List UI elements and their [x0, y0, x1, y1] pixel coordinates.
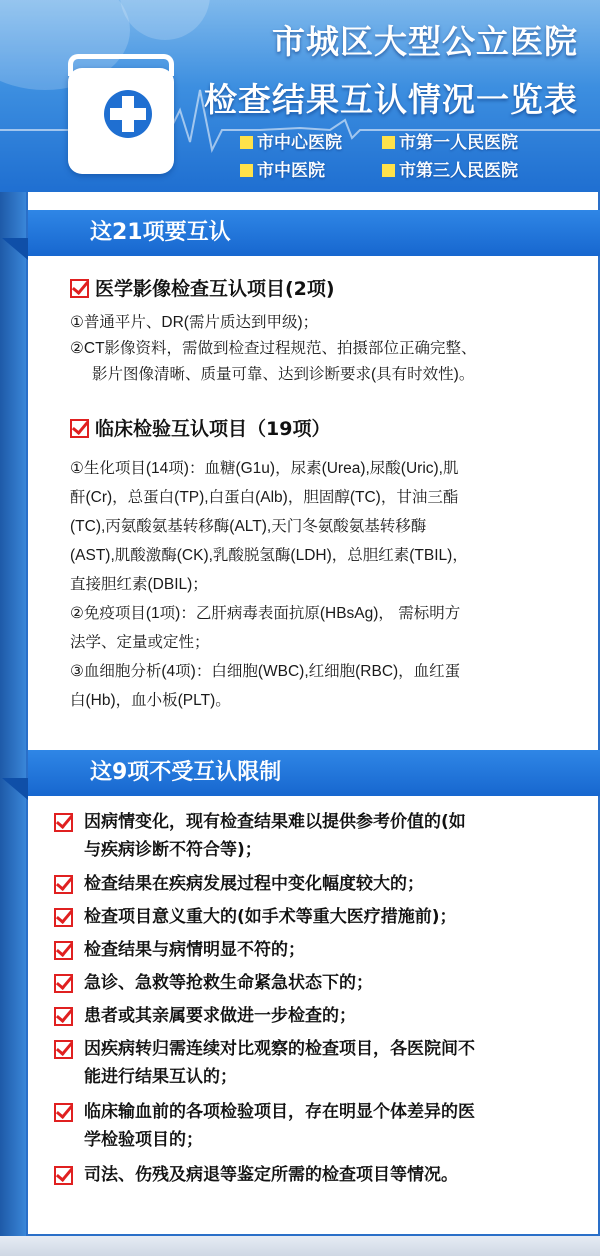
exempt-item	[54, 1098, 594, 1154]
page-title-line1: 市城区大型公立医院	[272, 22, 578, 61]
square-bullet-icon	[382, 164, 395, 177]
lab-line: 直接胆红素(DBIL)；	[70, 576, 208, 593]
exempt-item	[54, 969, 594, 997]
exempt-item-line: 与疾病诊断不符合等)；	[84, 840, 262, 860]
hospital-name: 市第三人民医院	[399, 161, 518, 181]
hospital-item	[240, 128, 342, 153]
exempt-item-line: 临床输血前的各项检验项目，存在明显个体差异的医	[84, 1102, 475, 1122]
imaging-list	[70, 310, 590, 388]
lab-heading-text: 临床检验互认项目（19项）	[95, 418, 331, 440]
section-fold-decor	[2, 778, 28, 800]
exempt-item	[54, 903, 594, 931]
exempt-item-line: 因病情变化，现有检查结果难以提供参考价值的(如	[84, 812, 466, 832]
exempt-item-line: 因疾病转归需连续对比观察的检查项目，各医院间不	[84, 1039, 475, 1059]
imaging-line: 影片图像清晰、质量可靠、达到诊断要求(具有时效性)。	[92, 366, 475, 383]
lab-line: 酐(Cr)，总蛋白(TP),白蛋白(Alb)，胆固醇(TC)，甘油三酯	[70, 489, 459, 506]
checkmark-icon	[54, 1007, 73, 1026]
hospital-name: 市第一人民医院	[399, 133, 518, 153]
checkmark-icon	[70, 279, 89, 298]
lab-line: ②免疫项目(1项)：乙肝病毒表面抗原(HBsAg)， 需标明方	[70, 605, 461, 622]
checkmark-icon	[54, 908, 73, 927]
exempt-item	[54, 936, 594, 964]
exempt-item	[54, 1161, 594, 1189]
exempt-item	[54, 808, 594, 864]
lab-line: 白(Hb)，血小板(PLT)。	[70, 692, 231, 709]
exempt-item-line: 检查结果在疾病发展过程中变化幅度较大的；	[84, 874, 424, 894]
header-banner	[0, 0, 600, 192]
checkmark-icon	[54, 1166, 73, 1185]
lab-line: (AST),肌酸激酶(CK),乳酸脱氢酶(LDH)，总胆红素(TBIL)，	[70, 547, 468, 564]
exempt-item-line: 检查结果与病情明显不符的；	[84, 940, 305, 960]
checkmark-icon	[70, 419, 89, 438]
exempt-item-line: 司法、伤残及病退等鉴定所需的检查项目等情况。	[84, 1165, 458, 1185]
lab-list	[70, 454, 590, 715]
checkmark-icon	[54, 974, 73, 993]
lab-heading	[70, 414, 330, 441]
checkmark-icon	[54, 1103, 73, 1122]
bottom-edge	[0, 1236, 600, 1256]
square-bullet-icon	[240, 136, 253, 149]
exempt-item	[54, 1035, 594, 1091]
hospital-name: 市中心医院	[257, 133, 342, 153]
checkmark-icon	[54, 1040, 73, 1059]
hospital-name: 市中医院	[257, 161, 325, 181]
exempt-item-line: 患者或其亲属要求做进一步检查的；	[84, 1006, 356, 1026]
hospital-item	[382, 128, 518, 153]
exempt-item-line: 能进行结果互认的；	[84, 1067, 237, 1087]
section-title-mutual: 这21项要互认	[28, 210, 600, 256]
section-fold-decor	[2, 238, 28, 260]
exempt-item	[54, 870, 594, 898]
hospital-item	[240, 156, 325, 181]
imaging-heading-text: 医学影像检查互认项目(2项)	[95, 278, 335, 300]
checkmark-icon	[54, 875, 73, 894]
content-frame	[26, 192, 600, 1236]
checkmark-icon	[54, 813, 73, 832]
exempt-item-line: 急诊、急救等抢救生命紧急状态下的；	[84, 973, 373, 993]
lab-line: (TC),丙氨酸氨基转移酶(ALT),天门冬氨酸氨基转移酶	[70, 518, 427, 535]
imaging-heading	[70, 274, 335, 301]
square-bullet-icon	[382, 136, 395, 149]
square-bullet-icon	[240, 164, 253, 177]
checkmark-icon	[54, 941, 73, 960]
exempt-item-line: 学检验项目的；	[84, 1130, 203, 1150]
lab-line: ③血细胞分析(4项)：白细胞(WBC),红细胞(RBC)，血红蛋	[70, 663, 461, 680]
section-title-exempt: 这9项不受互认限制	[28, 750, 600, 796]
hospital-item	[382, 156, 518, 181]
decor-glow	[120, 0, 210, 40]
imaging-line: ②CT影像资料，需做到检查过程规范、拍摄部位正确完整、	[70, 340, 477, 357]
left-edge-strip	[0, 192, 26, 1256]
exempt-item-line: 检查项目意义重大的(如手术等重大医疗措施前)；	[84, 907, 457, 927]
medical-cross-icon	[68, 68, 174, 174]
lab-line: 法学、定量或定性；	[70, 634, 210, 651]
imaging-line: ①普通平片、DR(需片质达到甲级)；	[70, 314, 319, 331]
lab-line: ①生化项目(14项)：血糖(G1u)，尿素(Urea),尿酸(Uric),肌	[70, 460, 459, 477]
page-title-line2: 检查结果互认情况一览表	[204, 80, 578, 119]
exempt-item	[54, 1002, 594, 1030]
